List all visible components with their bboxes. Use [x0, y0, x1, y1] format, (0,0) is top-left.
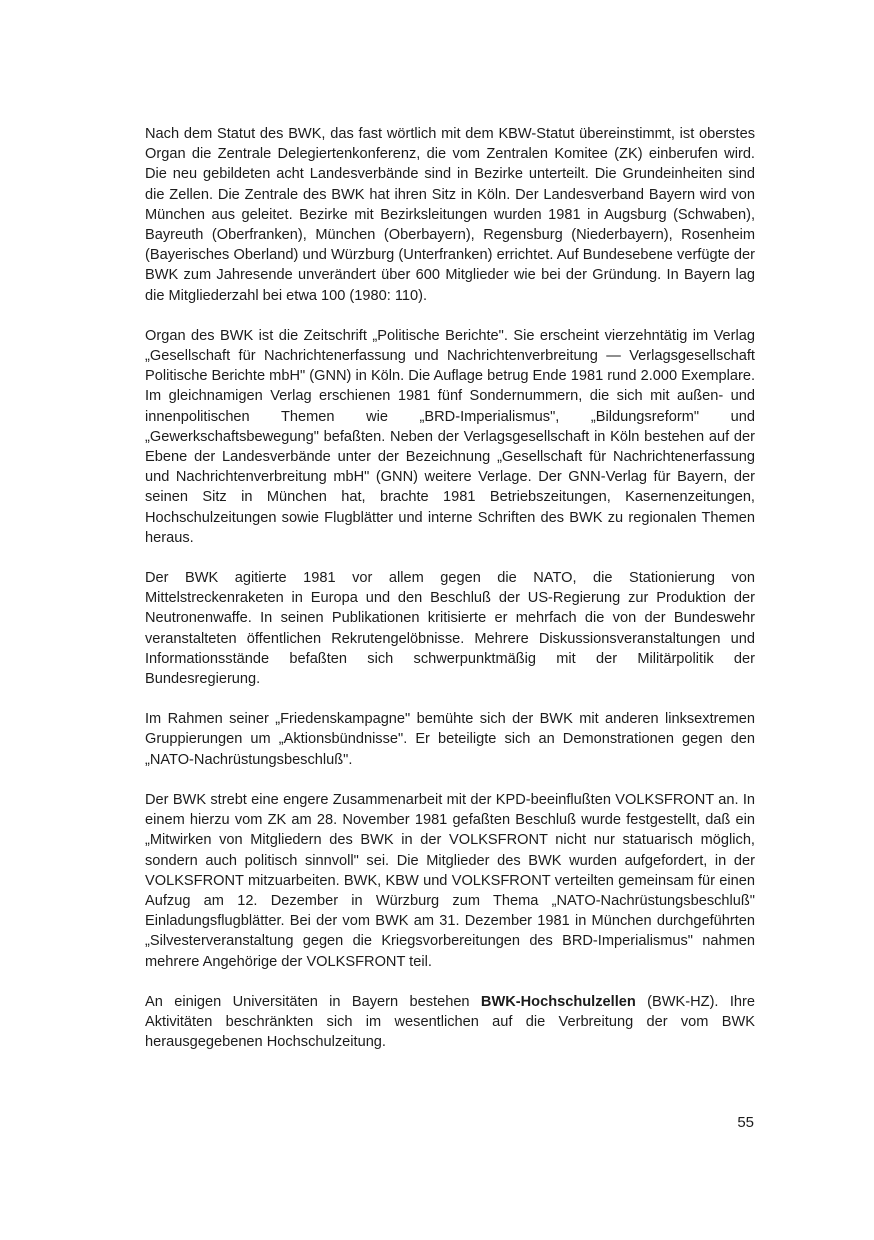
hochschulzellen-text-before: An einigen Universitäten in Bayern bestehen — [145, 993, 481, 1010]
hochschulzellen-text-after: (BWK-HZ). Ihre Aktivitäten beschränkten sich im wesentlichen auf die Verbreitung der vom BWK herausgegebenen Hochschulzeitung. — [145, 993, 756, 1051]
hochschulzellen-bold-term: BWK-Hochschulzellen — [480, 993, 636, 1010]
page-number: 55 — [737, 1114, 754, 1131]
paragraph-volksfront: Der BWK strebt eine engere Zusammenarbeit mit der KPD-beeinflußten VOLKSFRONT an. In einem hierzu vom ZK am 28. November 1981 gefaßten Beschluß wurde festgestellt, daß ein „Mitwirken von Mitgliedern des BWK in der VOLKSFRONT nicht nur statuarisch möglich, sondern auch politisch sinnvoll" sei. Die Mitglieder des BWK wurden aufgefordert, in der VOLKSFRONT mitzuarbeiten. BWK, KBW und VOLKSFRONT verteilten gemeinsam für einen Aufzug am 12. Dezember in Würzburg zum Thema „NATO-Nachrüstungsbeschluß" Einladungsflugblätter. Bei der vom BWK am 31. Dezember 1981 in München durchgeführten „Silvesterveranstaltung gegen die Kriegsvorbereitungen des BRD-Imperialismus" nahmen mehrere Angehörige der VOLKSFRONT teil. — [145, 791, 755, 970]
page-body — [145, 124, 755, 1052]
paragraph-organ: Organ des BWK ist die Zeitschrift „Politische Berichte". Sie erscheint vierzehntätig im Verlag „Gesellschaft für Nachrichtenerfassung und Nachrichtenverbreitung — Verlagsgesellschaft Politische Berichte mbH" (GNN) in Köln. Die Auflage betrug Ende 1981 rund 2.000 Exemplare. Im gleichnamigen Verlag erschienen 1981 fünf Sondernummern, die sich mit außen- und innenpolitischen Themen wie „BRD-Imperialismus", „Bildungsreform" und „Gewerkschaftsbewegung" befaßten. Neben der Verlagsgesellschaft in Köln bestehen auf der Ebene der Landesverbände unter der Bezeichnung „Gesellschaft für Nachrichtenerfassung und Nachrichtenverbreitung mbH" (GNN) weitere Verlage. Der GNN-Verlag für Bayern, der seinen Sitz in München hat, brachte 1981 Betriebszeitungen, Kasernenzeitungen, Hochschulzeitungen sowie Flugblätter und interne Schriften des BWK zu regionalen Themen heraus. — [145, 327, 755, 546]
paragraph-hochschulzellen — [145, 992, 755, 1053]
paragraph-friedenskampagne: Im Rahmen seiner „Friedenskampagne" bemühte sich der BWK mit anderen linksextremen Gruppierungen um „Aktionsbündnisse". Er beteiligte sich an Demonstrationen gegen den „NATO-Nachrüstungsbeschluß". — [145, 711, 755, 768]
paragraph-agitation: Der BWK agitierte 1981 vor allem gegen die NATO, die Stationierung von Mittelstreckenraketen in Europa und den Beschluß der US-Regierung zur Produktion der Neutronenwaffe. In seinen Publikationen kritisierte er mehrfach die von der Bundeswehr veranstalteten öffentlichen Rekrutengelöbnisse. Mehrere Diskussionsveranstaltungen und Informationsstände befaßten sich schwerpunktmäßig mit der Militärpolitik der Bundesregierung. — [145, 570, 755, 688]
paragraph-statut: Nach dem Statut des BWK, das fast wörtlich mit dem KBW-Statut übereinstimmt, ist oberstes Organ die Zentrale Delegiertenkonferenz, die vom Zentralen Komitee (ZK) einberufen wird. Die neu gebildeten acht Landesverbände sind in Bezirke unterteilt. Die Grundeinheiten sind die Zellen. Die Zentrale des BWK hat ihren Sitz in Köln. Der Landesverband Bayern wird von München aus geleitet. Bezirke mit Bezirksleitungen wurden 1981 in Augsburg (Schwaben), Bayreuth (Oberfranken), München (Oberbayern), Regensburg (Niederbayern), Rosenheim (Bayerisches Oberland) und Würzburg (Unterfranken) errichtet. Auf Bundesebene verfügte der BWK zum Jahresende unverändert über 600 Mitglieder wie bei der Gründung. In Bayern lag die Mitgliederzahl bei etwa 100 (1980: 110). — [145, 126, 755, 304]
